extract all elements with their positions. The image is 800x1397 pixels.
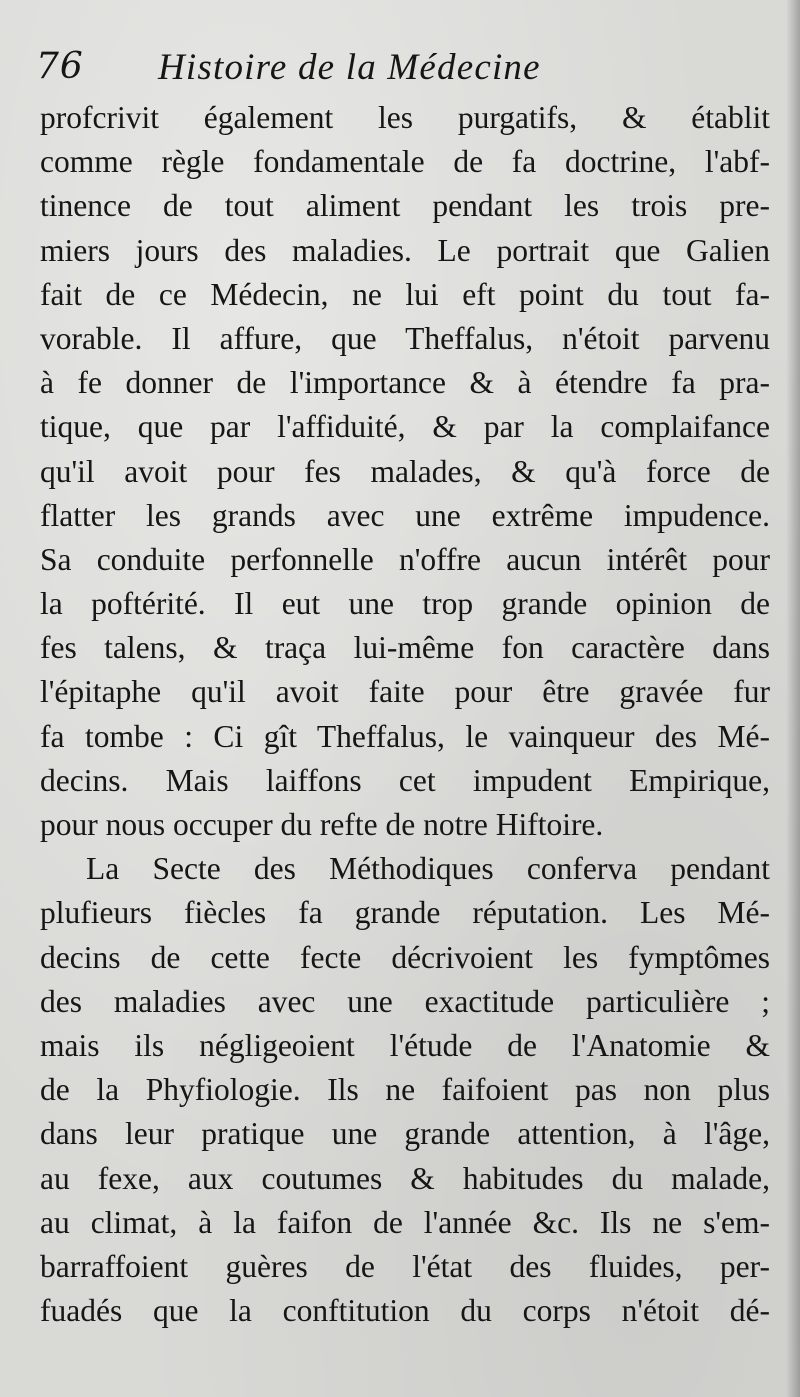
text-line: mais ils négligeoient l'étude de l'Anatomie & [40,1027,770,1063]
text-line: miers jours des maladies. Le portrait que Galien [40,232,770,268]
text-line: fait de ce Médecin, ne lui eft point du tout fa- [40,276,770,312]
text-line: la poftérité. Il eut une trop grande opinion de [40,586,770,622]
text-line: l'épitaphe qu'il avoit faite pour être gravée fur [40,674,770,710]
text-line: qu'il avoit pour fes malades, & qu'à force de [40,453,770,489]
page-header [36,46,766,94]
text-line: vorable. Il affure, que Theffalus, n'étoit parvenu [40,320,770,356]
text-line: au climat, à la faifon de l'année &c. Ils ne s'em- [40,1204,770,1240]
text-line: flatter les grands avec une extrême impudence. [40,497,770,533]
text-line: decins. Mais laiffons cet impudent Empirique, [40,762,770,798]
text-line: comme règle fondamentale de fa doctrine, l'abf- [40,144,770,180]
text-line: fes talens, & traça lui-même fon caractère dans [40,630,770,666]
text-line: au fexe, aux coutumes & habitudes du malade, [40,1160,770,1196]
text-line: Sa conduite perfonnelle n'offre aucun intérêt pour [40,541,770,577]
text-line: pour nous occuper du refte de notre Hiftoire. [40,807,604,842]
text-line: La Secte des Méthodiques conferva pendant [86,851,770,887]
text-line: tique, que par l'affiduité, & par la complaifance [40,409,770,445]
text-line: profcrivit également les purgatifs, & établit [40,100,770,135]
text-line: plufieurs fiècles fa grande réputation. Les Mé- [40,895,770,931]
text-line: fa tombe : Ci gît Theffalus, le vainqueur des Mé- [40,718,770,754]
text-line: à fe donner de l'importance & à étendre fa pra- [40,365,770,401]
text-line: decins de cette fecte décrivoient les fymptômes [40,939,770,975]
text-line: des maladies avec une exactitude particulière ; [40,983,770,1019]
running-title: Histoire de la Médecine [158,47,541,88]
text-line: dans leur pratique une grande attention, à l'âge, [40,1116,770,1152]
text-line: barraffoient guères de l'état des fluides, per- [40,1248,770,1284]
text-line: de la Phyfiologie. Ils ne faifoient pas non plus [40,1072,770,1108]
page-edge-shadow [786,0,800,1397]
text-line: tinence de tout aliment pendant les trois pre- [40,188,770,224]
body-text [40,96,770,1333]
page-number: 76 [36,46,84,87]
text-line: fuadés que la conftitution du corps n'étoit dé- [40,1293,770,1329]
